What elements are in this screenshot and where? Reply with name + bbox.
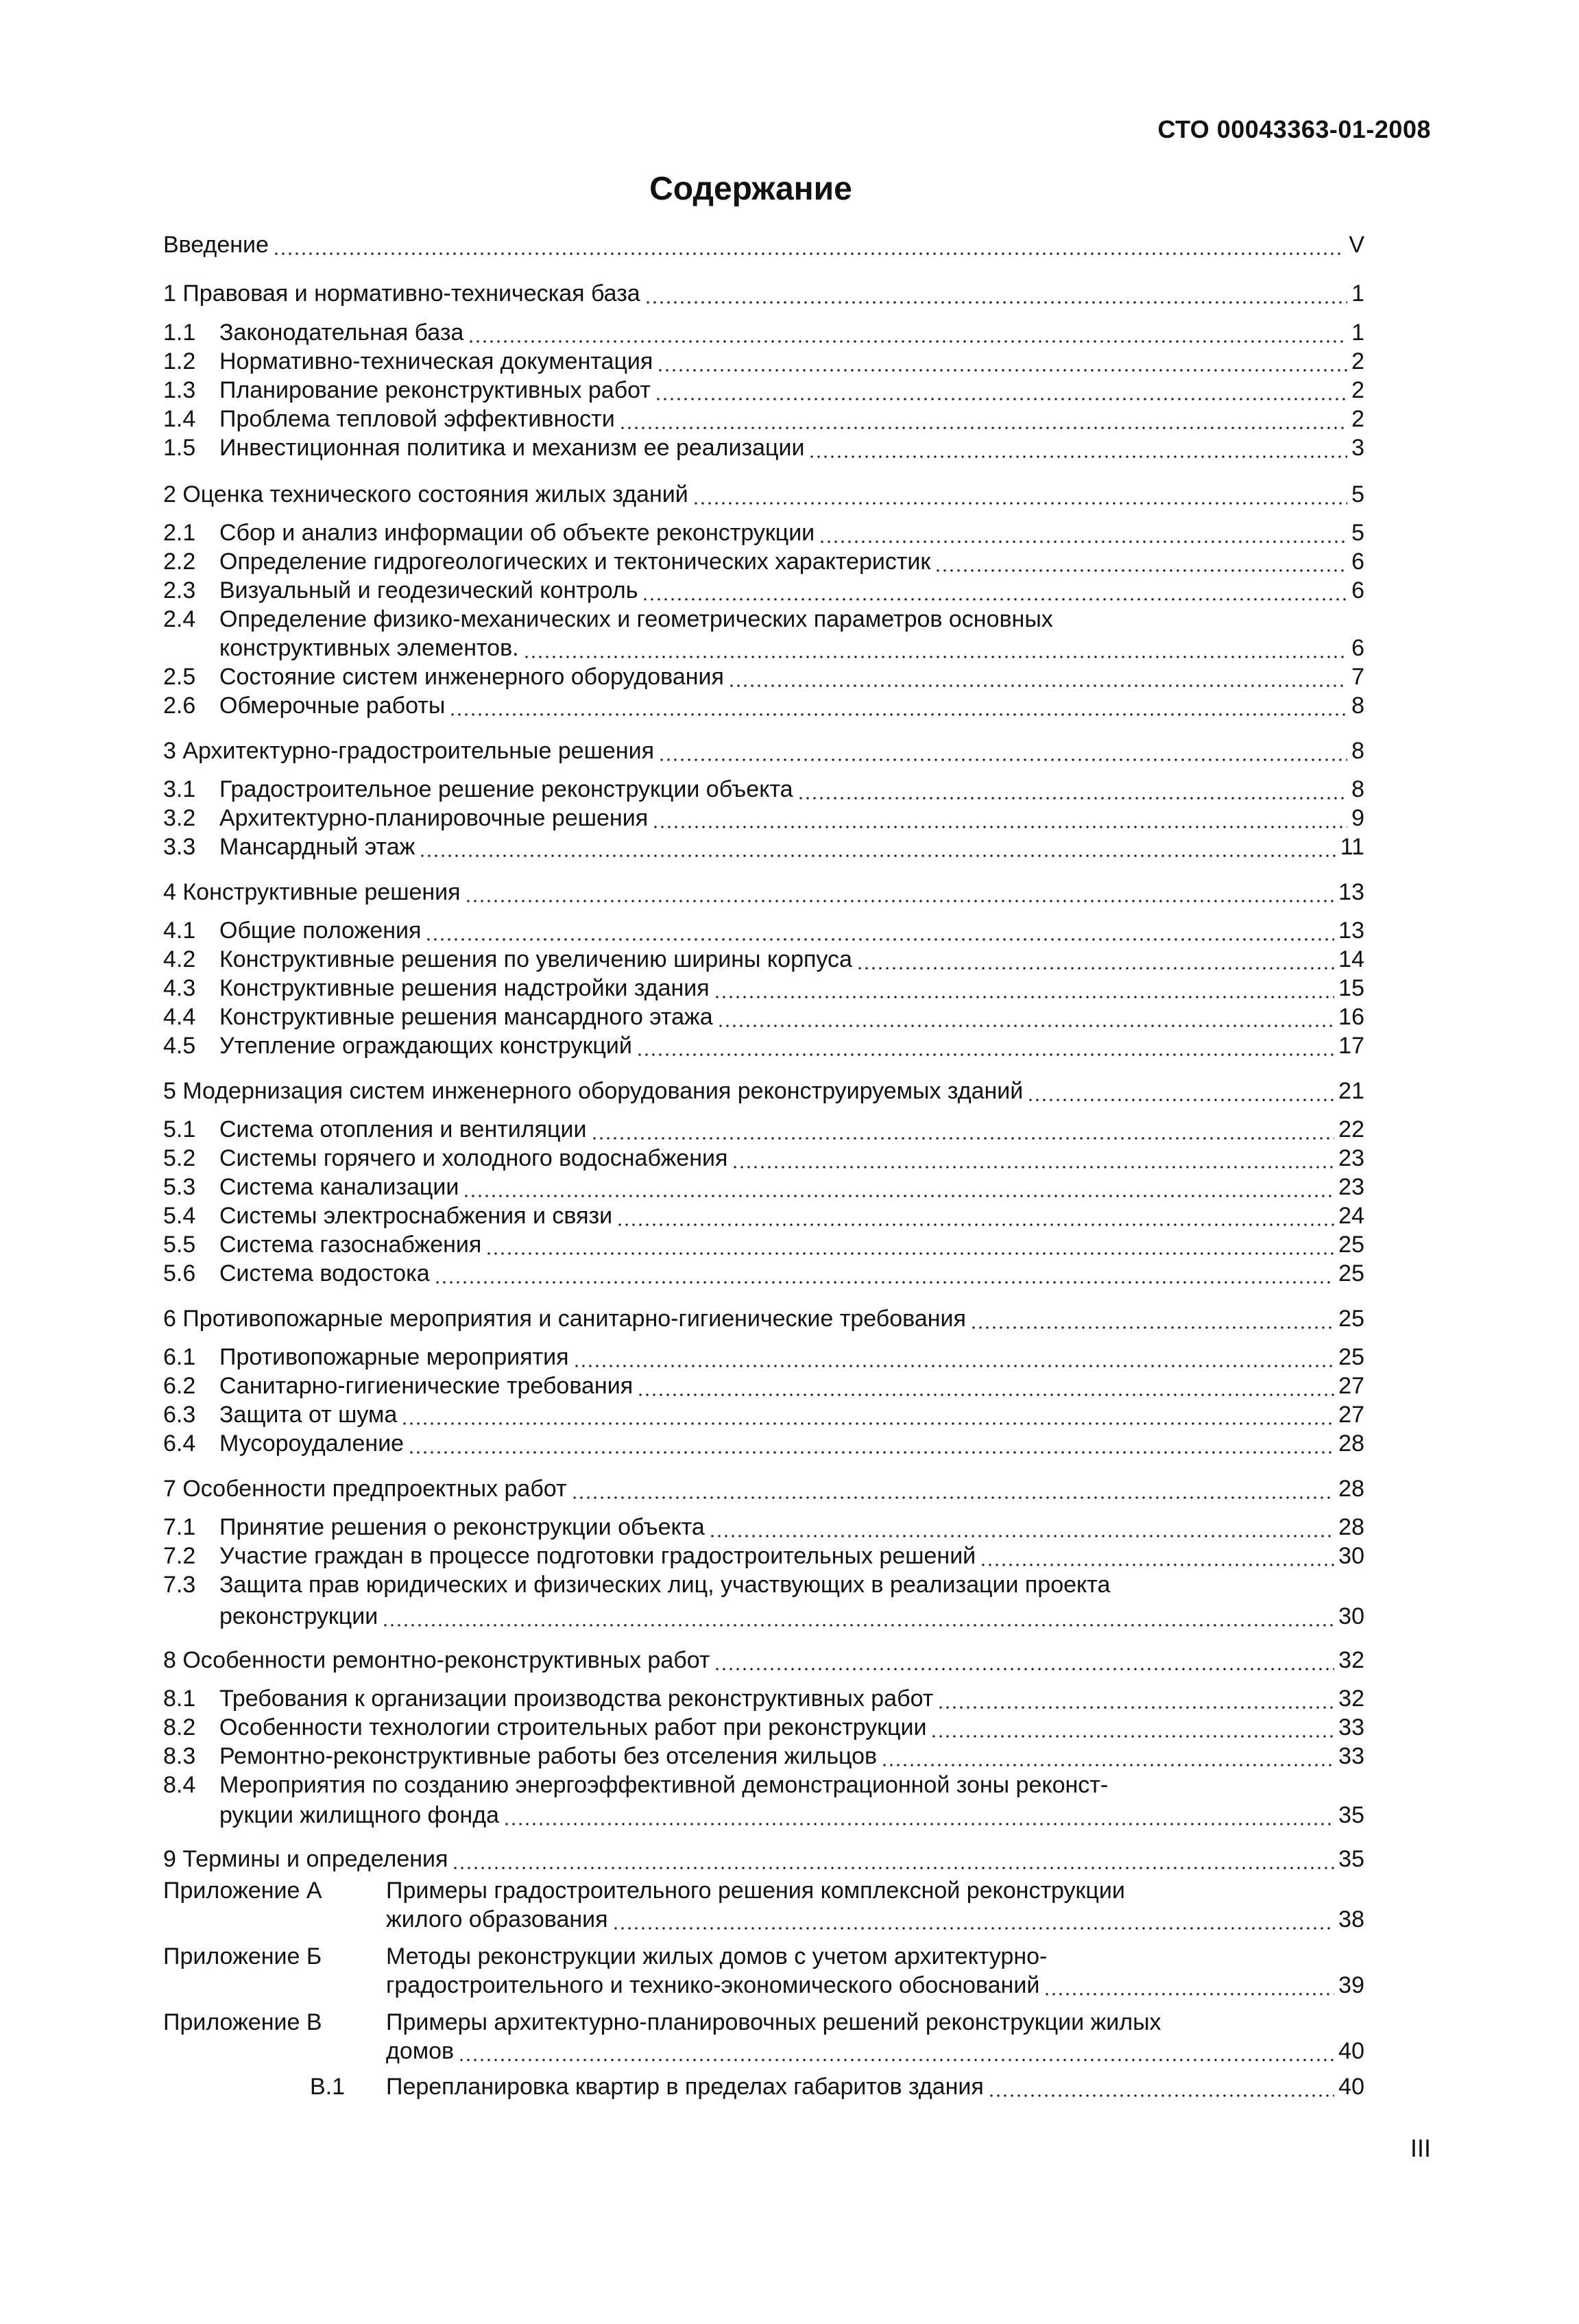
toc-entry-text: Принятие решения о реконструкции объекта [219,1514,705,1540]
toc-entry-continuation[interactable] [163,1602,1364,1631]
toc-entry-page: 30 [1338,1543,1364,1569]
toc-entry[interactable] [163,576,1364,605]
toc-entry-page: 16 [1338,1004,1364,1030]
toc-entry-page: 14 [1338,946,1364,972]
toc-entry-text: Конструктивные решения мансардного этажа [219,1004,713,1030]
toc-entry[interactable] [163,2072,1364,2101]
toc-entry-text: конструктивных элементов. [219,635,519,661]
toc-entry-page: 5 [1351,481,1364,507]
toc-section[interactable] [163,1845,1364,1873]
toc-entry[interactable] [163,376,1364,405]
toc-entry-page: 2 [1351,406,1364,432]
toc-entry-page: 6 [1351,549,1364,575]
toc-entry-text: Введение [163,232,269,258]
toc-entry[interactable] [163,1742,1364,1771]
toc-entry-text: Инвестиционная политика и механизм ее реализации [219,435,805,461]
toc-entry-number: Приложение А [163,1878,322,1904]
toc-entry-page: 8 [1351,738,1364,764]
toc-entry[interactable] [163,518,1364,547]
toc-section[interactable] [163,1304,1364,1333]
toc-entry-page: 32 [1338,1686,1364,1712]
toc-entry-page: 8 [1351,776,1364,802]
toc-entry-text: Визуальный и геодезический контроль [219,577,638,603]
toc-entry-page: 28 [1338,1514,1364,1540]
document-code: СТО 00043363-01-2008 [1157,115,1431,143]
toc-entry-page: 27 [1338,1402,1364,1428]
toc-entry-text: Архитектурно-планировочные решения [219,805,649,831]
toc-entry-number: 4.3 [163,975,196,1001]
toc-entry[interactable] [163,433,1364,462]
toc-entry-number: 5.1 [163,1116,196,1142]
toc-appendix[interactable] [163,1876,1364,1905]
toc-entry-number: 2.5 [163,664,196,690]
toc-entry-text: Ремонтно-реконструктивные работы без отселения жильцов [219,1743,878,1769]
toc-entry-continuation[interactable] [163,634,1364,662]
toc-entry[interactable] [163,1513,1364,1542]
toc-entry-page: 25 [1338,1344,1364,1370]
toc-entry[interactable] [163,662,1364,691]
toc-entry[interactable] [163,1201,1364,1230]
toc-entry[interactable] [163,605,1364,634]
toc-entry-page: 25 [1338,1232,1364,1258]
toc-entry-page: 33 [1338,1743,1364,1769]
toc-entry[interactable] [163,832,1364,861]
toc-entry-page: 38 [1338,1906,1364,1932]
toc-entry-number: 7.1 [163,1514,196,1540]
toc-entry-page: 3 [1351,435,1364,461]
toc-entry[interactable] [163,945,1364,974]
toc-entry[interactable] [163,1144,1364,1173]
toc-entry-page: 28 [1338,1476,1364,1502]
toc-entry-page: 17 [1338,1033,1364,1059]
toc-entry-text: Определение физико-механических и геометрических параметров основных [219,606,1053,632]
toc-entry-page: 7 [1351,664,1364,690]
toc-entry-text: Санитарно-гигиенические требования [219,1373,634,1399]
toc-entry[interactable] [163,775,1364,804]
toc-entry-number: 6.4 [163,1430,196,1457]
toc-entry-page: 1 [1351,280,1364,307]
toc-entry-text: жилого образования [386,1906,608,1932]
toc-entry-number: 7.2 [163,1543,196,1569]
toc-entry-page: 35 [1338,1802,1364,1828]
toc-entry-text: Мероприятия по созданию энергоэффективной демонстрационной зоны реконст- [219,1772,1109,1798]
toc-entry-text: Требования к организации производства реконструктивных работ [219,1686,934,1712]
toc-entry-number: 4.1 [163,918,196,944]
toc-entry[interactable] [163,1371,1364,1400]
toc-entry-number: 8.2 [163,1714,196,1740]
toc-entry[interactable] [163,318,1364,347]
toc-entry[interactable] [163,974,1364,1003]
toc-entry-page: 39 [1338,1972,1364,1998]
toc-entry-text: Нормативно-техническая документация [219,348,653,374]
toc-entry-text: Противопожарные мероприятия [219,1344,569,1370]
toc-entry-page: 11 [1340,834,1364,860]
toc-entry-page: 30 [1338,1603,1364,1629]
toc-section[interactable] [163,279,1364,308]
toc-entry-page: 13 [1338,879,1364,905]
toc-entry-number: 2.1 [163,520,196,546]
toc-entry-page: 2 [1351,348,1364,374]
toc-entry-text: Проблема тепловой эффективности [219,406,615,432]
toc-entry-text: Конструктивные решения по увеличению ширины корпуса [219,946,852,972]
toc-entry-text: 7 Особенности предпроектных работ [163,1476,567,1502]
toc-section[interactable] [163,1646,1364,1675]
toc-entry-number: 3.1 [163,776,196,802]
toc-entry-text: Система канализации [219,1174,459,1200]
toc-entry-text: Планирование реконструктивных работ [219,377,651,403]
toc-entry-text: Защита прав юридических и физических лиц, участвующих в реализации проекта [219,1572,1111,1598]
toc-entry[interactable] [163,804,1364,832]
toc-entry-text: Методы реконструкции жилых домов с учетом архитектурно- [386,1943,1048,1969]
toc-entry[interactable] [163,1031,1364,1060]
page-number: III [1410,2134,1431,2162]
toc-entry-page: 33 [1338,1714,1364,1740]
toc-entry-text: Примеры архитектурно-планировочных решений реконструкции жилых [386,2009,1161,2035]
toc-entry-page: 35 [1338,1846,1364,1872]
toc-entry-text: Градостроительное решение реконструкции объекта [219,776,793,802]
toc-entry-page: 5 [1351,520,1364,546]
toc-entry[interactable] [163,230,1364,259]
toc-entry[interactable] [163,347,1364,376]
toc-entry-page: 21 [1338,1078,1364,1104]
toc-entry-number: 1.1 [163,320,196,346]
toc-entry[interactable] [163,1684,1364,1713]
toc-entry-number: 1.5 [163,435,196,461]
toc-entry-text: Обмерочные работы [219,693,446,719]
toc-entry-number: 5.5 [163,1232,196,1258]
toc-entry-text: 4 Конструктивные решения [163,879,461,905]
toc-entry-number: 6.3 [163,1402,196,1428]
toc-entry-number: 2.6 [163,693,196,719]
toc-entry-text: Общие положения [219,918,422,944]
toc-entry-page: 15 [1338,975,1364,1001]
toc-entry-number: 2.3 [163,577,196,603]
toc-entry-page: 22 [1338,1116,1364,1142]
toc-entry-number: 3.3 [163,834,196,860]
toc-entry-page: 8 [1351,693,1364,719]
toc-entry-number: 5.3 [163,1174,196,1200]
page-title: Содержание [649,171,852,207]
toc-entry-page: 25 [1338,1306,1364,1332]
toc-entry-number: 4.5 [163,1033,196,1059]
toc-entry-continuation[interactable] [163,1971,1364,2000]
toc-entry-number: 3.2 [163,805,196,831]
toc-entry[interactable] [163,405,1364,433]
toc-entry-page: 1 [1351,320,1364,346]
toc-entry-text: Система отопления и вентиляции [219,1116,587,1142]
toc-entry-page: 40 [1338,2074,1364,2100]
toc-section[interactable] [163,1077,1364,1105]
toc-entry-text: Определение гидрогеологических и тектонических характеристик [219,549,931,575]
toc-entry-text: 2 Оценка технического состояния жилых зданий [163,481,688,507]
toc-entry-number: 7.3 [163,1572,196,1598]
toc-entry[interactable] [163,1003,1364,1031]
toc-entry[interactable] [163,916,1364,945]
toc-entry-number: 1.4 [163,406,196,432]
toc-entry[interactable] [163,1771,1364,1799]
toc-section[interactable] [163,480,1364,509]
toc-entry-text: Особенности технологии строительных работ при реконструкции [219,1714,927,1740]
toc-entry[interactable] [163,691,1364,720]
toc-entry-number: 8.3 [163,1743,196,1769]
toc-entry-text: 1 Правовая и нормативно-техническая база [163,280,640,307]
toc-entry-page: 6 [1351,635,1364,661]
toc-entry-text: Система водостока [219,1260,430,1286]
toc-entry[interactable] [163,1542,1364,1570]
toc-entry[interactable] [163,1343,1364,1371]
toc-entry-text: домов [386,2038,455,2064]
toc-entry-page: V [1349,232,1364,258]
toc-entry-text: Конструктивные решения надстройки здания [219,975,710,1001]
toc-entry-text: Сбор и анализ информации об объекте реконструкции [219,520,815,546]
toc-entry-text: Утепление ограждающих конструкций [219,1033,632,1059]
toc-entry-page: 23 [1338,1174,1364,1200]
toc-entry-number: 5.2 [163,1145,196,1171]
toc-entry-number: В.1 [309,2074,345,2100]
toc-entry-text: Мансардный этаж [219,834,415,860]
toc-entry-text: Состояние систем инженерного оборудования [219,664,724,690]
toc-entry-page: 25 [1338,1260,1364,1286]
toc-section[interactable] [163,736,1364,765]
toc-entry-text: Защита от шума [219,1402,398,1428]
toc-entry-page: 23 [1338,1145,1364,1171]
toc-entry-number: 2.4 [163,606,196,632]
toc-entry-page: 40 [1338,2038,1364,2064]
toc-entry-text: реконструкции [219,1603,378,1629]
toc-section[interactable] [163,878,1364,907]
toc-entry-number: 5.6 [163,1260,196,1286]
toc-section[interactable] [163,1474,1364,1503]
toc-entry-text: 3 Архитектурно-градостроительные решения [163,738,655,764]
toc-entry-number: 4.2 [163,946,196,972]
toc-entry-page: 28 [1338,1430,1364,1457]
toc-entry-text: 8 Особенности ремонтно-реконструктивных работ [163,1647,710,1673]
toc-appendix[interactable] [163,1942,1364,1971]
toc-entry[interactable] [163,1713,1364,1742]
toc-entry-text: Система газоснабжения [219,1232,482,1258]
toc-entry-continuation[interactable] [163,1905,1364,1934]
toc-appendix[interactable] [163,2008,1364,2037]
toc-entry[interactable] [163,1115,1364,1144]
toc-entry-page: 32 [1338,1647,1364,1673]
toc-entry-page: 9 [1351,805,1364,831]
toc-entry[interactable] [163,1230,1364,1259]
toc-entry[interactable] [163,1259,1364,1288]
toc-entry-number: Приложение В [163,2009,322,2035]
toc-entry-number: 6.2 [163,1373,196,1399]
toc-entry-text: Системы горячего и холодного водоснабжения [219,1145,728,1171]
toc-entry-number: 8.1 [163,1686,196,1712]
toc-entry-text: градостроительного и технико-экономического обоснований [386,1972,1040,1998]
toc-entry-text: 9 Термины и определения [163,1846,448,1872]
toc-entry-number: 2.2 [163,549,196,575]
toc-entry-page: 13 [1338,918,1364,944]
toc-entry[interactable] [163,1400,1364,1429]
toc-entry-continuation[interactable] [163,1801,1364,1830]
toc-entry[interactable] [163,1570,1364,1599]
toc-entry-page: 6 [1351,577,1364,603]
toc-entry-number: 5.4 [163,1203,196,1229]
toc-entry-text: Мусороудаление [219,1430,405,1457]
toc-entry-text: Перепланировка квартир в пределах габаритов здания [386,2074,984,2100]
toc-entry-text: Законодательная база [219,320,464,346]
toc-entry-text: Системы электроснабжения и связи [219,1203,613,1229]
toc-entry-continuation[interactable] [163,2037,1364,2065]
toc-entry-number: 8.4 [163,1772,196,1798]
toc-entry-number: 6.1 [163,1344,196,1370]
toc-entry-text: Примеры градостроительного решения комплексной реконструкции [386,1878,1125,1904]
toc-entry-text: рукции жилищного фонда [219,1802,499,1828]
toc-entry-number: 4.4 [163,1004,196,1030]
toc-entry-page: 24 [1338,1203,1364,1229]
toc-entry-page: 27 [1338,1373,1364,1399]
toc-entry-number: 1.2 [163,348,196,374]
toc-entry-text: 5 Модернизация систем инженерного оборудования реконструируемых зданий [163,1078,1024,1104]
toc-entry-page: 2 [1351,377,1364,403]
toc-entry-number: Приложение Б [163,1943,322,1969]
toc-entry[interactable] [163,547,1364,576]
toc-entry-text: Участие граждан в процессе подготовки градостроительных решений [219,1543,976,1569]
toc-entry-text: 6 Противопожарные мероприятия и санитарно-гигиенические требования [163,1306,966,1332]
toc-entry[interactable] [163,1173,1364,1201]
toc-entry-number: 1.3 [163,377,196,403]
toc-entry[interactable] [163,1429,1364,1458]
